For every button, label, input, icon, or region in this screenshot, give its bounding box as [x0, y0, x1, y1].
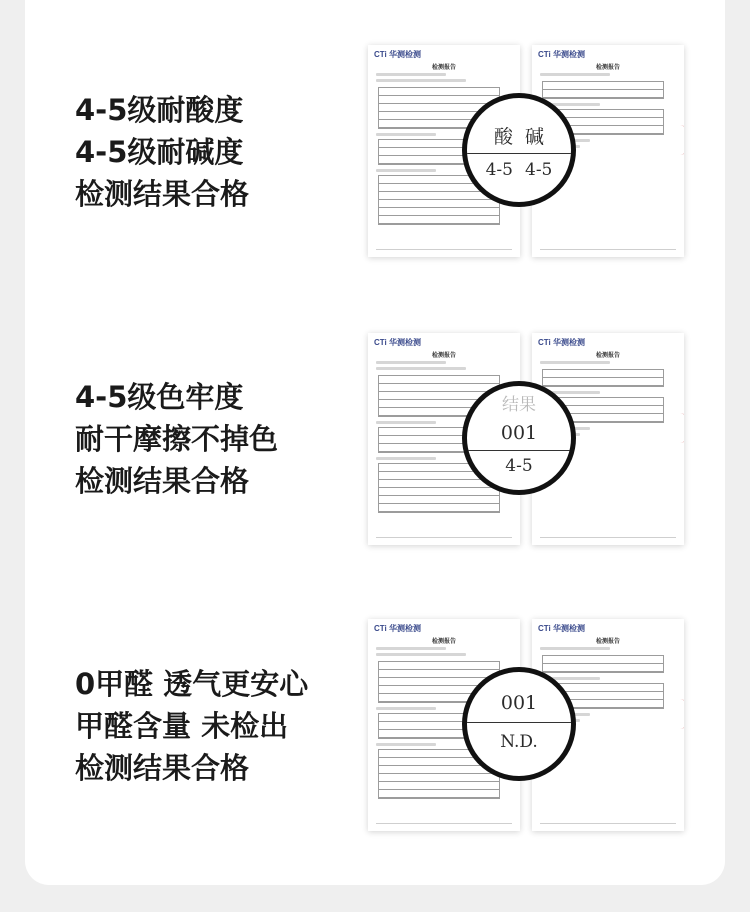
magnifier-bottom-row — [467, 732, 571, 752]
magnifier-label: 001 — [500, 692, 538, 714]
report-title: 检测报告 — [431, 64, 456, 71]
report-title: 检测报告 — [431, 638, 456, 645]
section-text — [75, 663, 308, 789]
magnifier-divider — [467, 722, 571, 723]
headline-line: 耐干摩擦不掉色 — [75, 422, 279, 456]
stamp-mark — [676, 699, 684, 729]
headline-line: 4-5级耐碱度 — [75, 135, 244, 169]
section-text — [75, 376, 278, 502]
report-title: 检测报告 — [595, 64, 620, 71]
magnifier-top-row — [467, 122, 571, 149]
magnifier-lens — [462, 381, 576, 495]
test-report-images — [368, 333, 698, 593]
section-formaldehyde — [25, 619, 725, 879]
magnifier-bottom-row — [467, 456, 571, 476]
report-brand: CTi 华测检测 — [538, 624, 585, 633]
magnifier-lens — [462, 93, 576, 207]
magnifier-bottom-row — [467, 160, 571, 180]
report-brand: CTi 华测检测 — [538, 50, 585, 59]
report-title: 检测报告 — [595, 638, 620, 645]
magnifier-faded-label: 结果 — [502, 395, 536, 415]
report-title: 检测报告 — [431, 352, 456, 359]
test-report-images — [368, 619, 698, 879]
magnifier-value: 4-5 — [525, 160, 553, 180]
magnifier-divider — [467, 450, 571, 451]
magnifier-label: 碱 — [525, 126, 545, 148]
stamp-mark — [676, 413, 684, 443]
section-color-fastness — [25, 333, 725, 593]
magnifier-label: 酸 — [493, 126, 513, 148]
magnifier-divider — [467, 153, 571, 154]
magnifier-value: N.D. — [500, 732, 538, 752]
stamp-mark — [676, 125, 684, 155]
headline-line: 甲醛含量 未检出 — [75, 709, 289, 743]
section-text — [75, 89, 249, 215]
headline-line: 4-5级耐酸度 — [75, 93, 244, 127]
content-card — [25, 0, 725, 885]
magnifier-top-row — [467, 692, 571, 714]
magnifier-value: 4-5 — [505, 456, 533, 476]
report-brand: CTi 华测检测 — [538, 338, 585, 347]
section-acid-alkali — [25, 45, 725, 305]
report-brand: CTi 华测检测 — [374, 624, 421, 633]
headline-line: 4-5级色牢度 — [75, 380, 244, 414]
report-brand: CTi 华测检测 — [374, 338, 421, 347]
report-title: 检测报告 — [595, 352, 620, 359]
test-report-images — [368, 45, 698, 305]
headline-line: 0甲醛 透气更安心 — [75, 667, 309, 701]
headline-line: 检测结果合格 — [75, 177, 250, 211]
magnifier-lens — [462, 667, 576, 781]
magnifier-label: 001 — [500, 422, 538, 444]
report-brand: CTi 华测检测 — [374, 50, 421, 59]
headline-line: 检测结果合格 — [75, 751, 250, 785]
magnifier-top-row — [467, 422, 571, 444]
headline-line: 检测结果合格 — [75, 464, 250, 498]
magnifier-value: 4-5 — [485, 160, 513, 180]
